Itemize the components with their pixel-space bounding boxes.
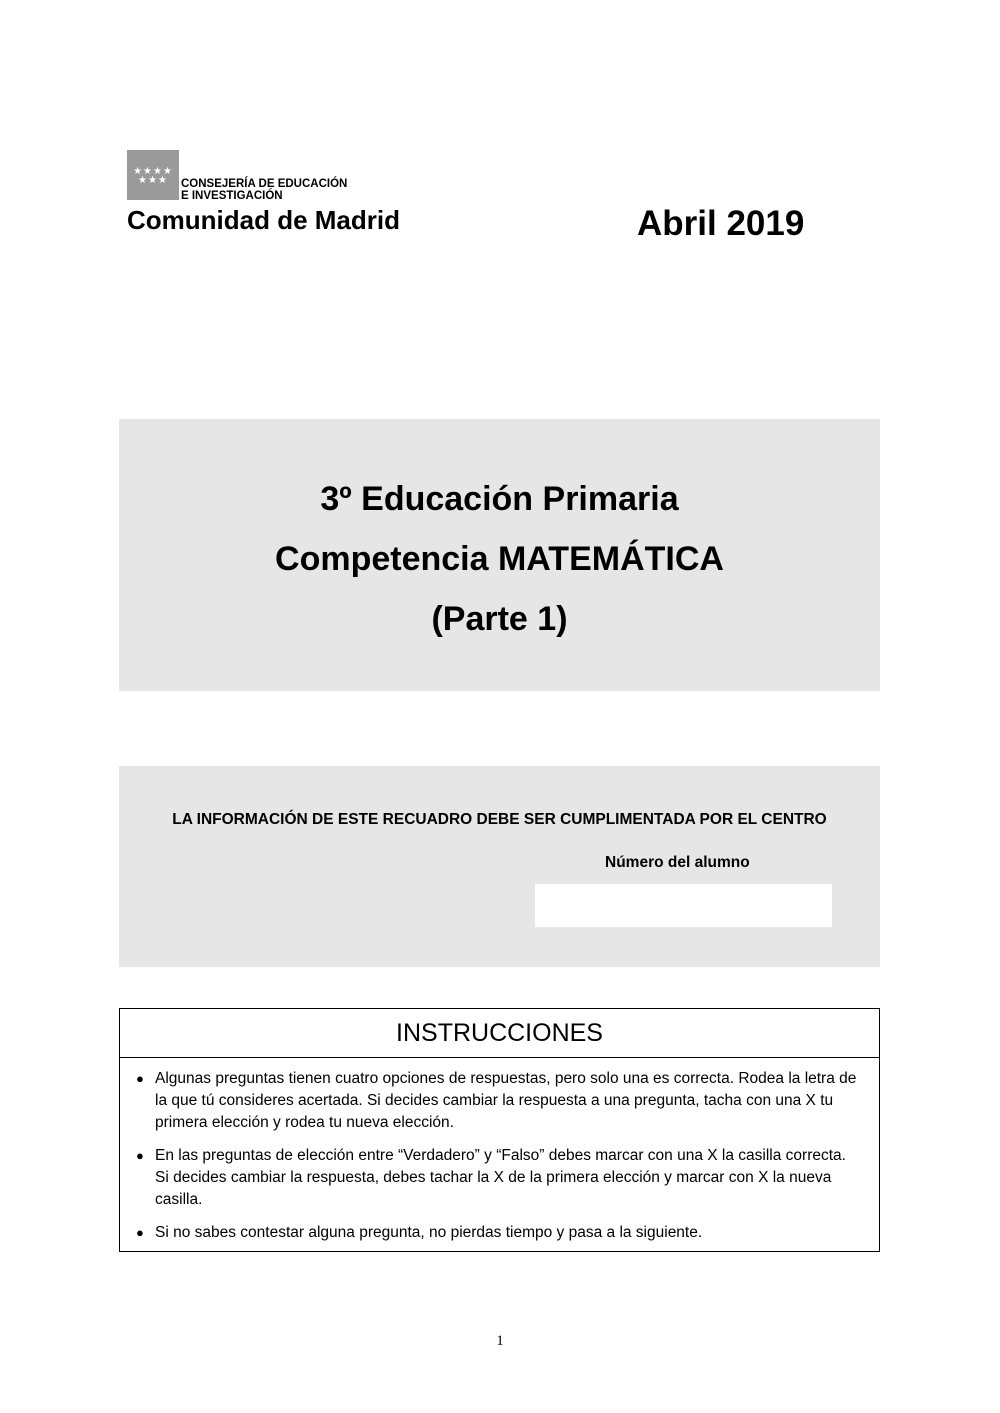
madrid-flag-icon xyxy=(127,150,179,200)
instructions-list xyxy=(120,1068,879,1255)
bullet-icon: ● xyxy=(136,1225,144,1240)
instruction-item xyxy=(120,1068,879,1134)
school-info-header: LA INFORMACIÓN DE ESTE RECUADRO DEBE SER CUMPLIMENTADA POR EL CENTRO xyxy=(172,811,827,828)
school-info-panel xyxy=(119,766,880,967)
bullet-icon: ● xyxy=(136,1071,144,1086)
logo xyxy=(127,150,457,240)
instruction-text: Algunas preguntas tienen cuatro opciones de respuestas, pero solo una es correcta. Rodea la letra de la que tú consideres acertada. Si decides cambiar la respuesta a una pregunta, tacha con una X tu primera elección y rodea tu nueva elección. xyxy=(155,1070,857,1131)
logo-stars-bottom: ★★★ xyxy=(138,175,168,186)
exam-date: Abril 2019 xyxy=(637,204,805,243)
title-grade: 3º Educación Primaria xyxy=(320,480,679,518)
instruction-item xyxy=(120,1222,879,1244)
instruction-text: En las preguntas de elección entre “Verdadero” y “Falso” debes marcar con una X la casilla correcta. Si decides cambiar la respuesta, debes tachar la X de la primera elección y marcar con X la nueva casilla. xyxy=(155,1147,846,1208)
logo-consejeria-line2: E INVESTIGACIÓN xyxy=(181,190,283,202)
logo-comunidad-name: Comunidad de Madrid xyxy=(127,205,400,235)
instructions-title: INSTRUCCIONES xyxy=(120,1009,879,1058)
page-number: 1 xyxy=(496,1333,504,1349)
title-panel xyxy=(119,419,880,691)
title-competence: Competencia MATEMÁTICA xyxy=(275,540,724,578)
title-part: (Parte 1) xyxy=(431,600,568,638)
instruction-text: Si no sabes contestar alguna pregunta, no pierdas tiempo y pasa a la siguiente. xyxy=(155,1224,703,1241)
logo-stars-top: ★★★★ xyxy=(133,166,173,177)
instructions-panel xyxy=(119,1008,880,1252)
bullet-icon: ● xyxy=(136,1148,144,1163)
instruction-item xyxy=(120,1145,879,1211)
logo-consejeria-line1: CONSEJERÍA DE EDUCACIÓN xyxy=(181,178,348,190)
student-number-label: Número del alumno xyxy=(605,854,750,871)
student-number-field[interactable] xyxy=(535,884,832,927)
